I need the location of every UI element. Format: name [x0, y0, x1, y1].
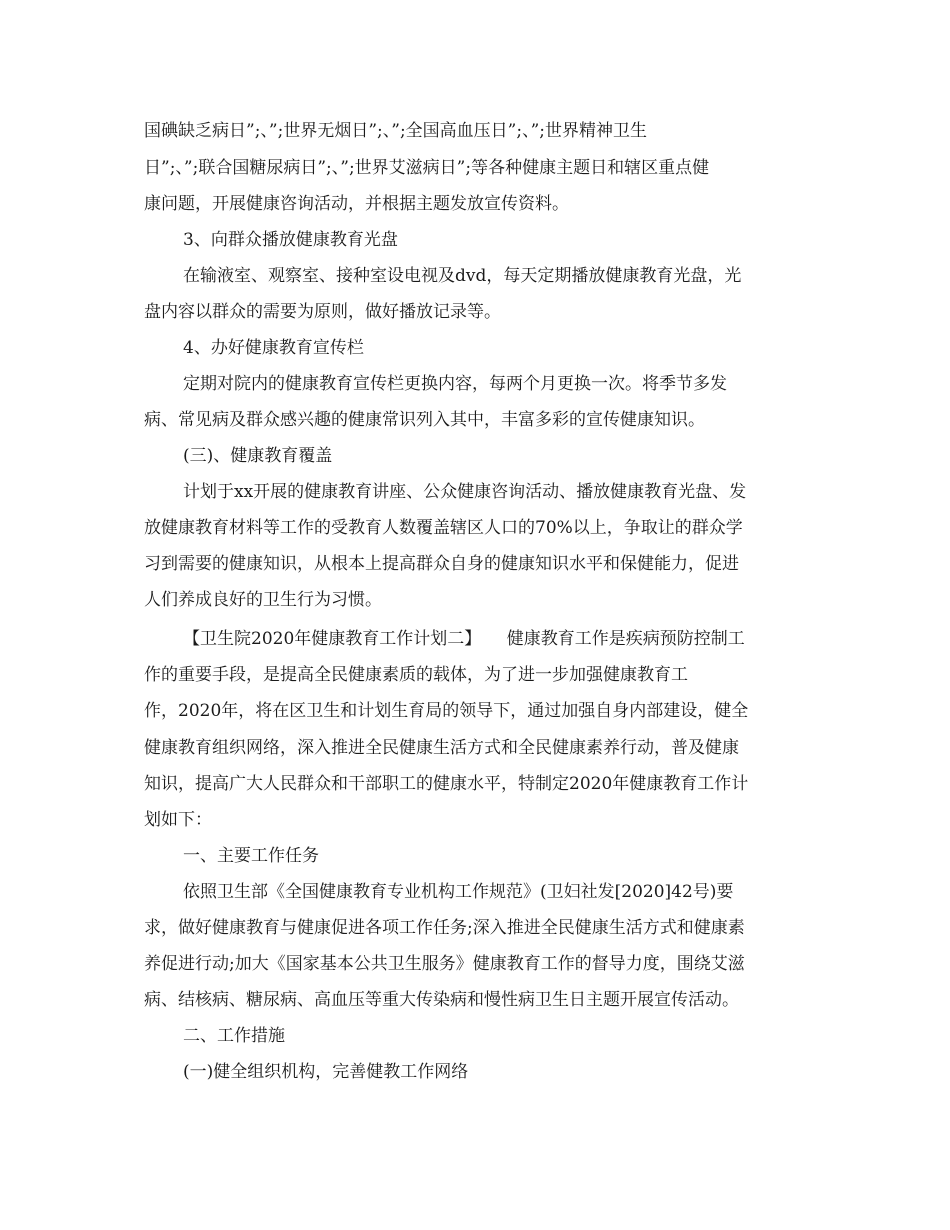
text-line: 求，做好健康教育与健康促进各项工作任务;深入推进全民健康生活方式和健康素	[144, 918, 745, 938]
text-line: 【卫生院2020年健康教育工作计划二】 健康教育工作是疾病预防控制工	[183, 629, 745, 649]
section-heading: 4、办好健康教育宣传栏	[183, 338, 364, 358]
text-line: 放健康教育材料等工作的受教育人数覆盖辖区人口的70%以上，争取让的群众学	[144, 518, 743, 538]
text-line: 在输液室、观察室、接种室设电视及dvd，每天定期播放健康教育光盘，光	[183, 266, 742, 286]
text-line: 计划于xx开展的健康教育讲座、公众健康咨询活动、播放健康教育光盘、发	[183, 482, 747, 502]
text-line: 定期对院内的健康教育宣传栏更换内容，每两个月更换一次。将季节多发	[183, 374, 727, 394]
text-line: 养促进行动;加大《国家基本公共卫生服务》健康教育工作的督导力度，围绕艾滋	[144, 954, 745, 974]
text-line: 病、常见病及群众感兴趣的健康常识列入其中，丰富多彩的宣传健康知识。	[144, 410, 705, 430]
text-line: 康问题，开展健康咨询活动，并根据主题发放宣传资料。	[144, 194, 569, 214]
section-heading: 3、向群众播放健康教育光盘	[183, 230, 398, 250]
section-heading: 二、工作措施	[183, 1026, 285, 1046]
section-heading: (三)、健康教育覆盖	[183, 446, 333, 466]
text-line: 作，2020年，将在区卫生和计划生育局的领导下，通过加强自身内部建设，健全	[144, 701, 749, 721]
text-line: 习到需要的健康知识，从根本上提高群众自身的健康知识水平和保健能力，促进	[144, 554, 739, 574]
text-line: 健康教育组织网络，深入推进全民健康生活方式和全民健康素养行动，普及健康	[144, 738, 739, 758]
text-line: 依照卫生部《全国健康教育专业机构工作规范》(卫妇社发[2020]42号)要	[183, 882, 734, 902]
text-line: 病、结核病、糖尿病、高血压等重大传染病和慢性病卫生日主题开展宣传活动。	[144, 990, 739, 1010]
section-heading: 一、主要工作任务	[183, 846, 319, 866]
text-line: 作的重要手段，是提高全民健康素质的载体，为了进一步加强健康教育工	[144, 665, 688, 685]
text-line: 人们养成良好的卫生行为习惯。	[144, 590, 382, 610]
text-line: 国碘缺乏病日”;、”;世界无烟日”;、”;全国高血压日”;、”;世界精神卫生	[144, 121, 648, 141]
text-line: 知识，提高广大人民群众和干部职工的健康水平，特制定2020年健康教育工作计	[144, 774, 749, 794]
section-heading: (一)健全组织机构，完善健教工作网络	[183, 1062, 469, 1082]
text-line: 划如下：	[144, 810, 212, 830]
text-line: 盘内容以群众的需要为原则，做好播放记录等。	[144, 302, 501, 322]
text-line: 日”;、”;联合国糖尿病日”;、”;世界艾滋病日”;等各种健康主题日和辖区重点健	[144, 158, 710, 178]
